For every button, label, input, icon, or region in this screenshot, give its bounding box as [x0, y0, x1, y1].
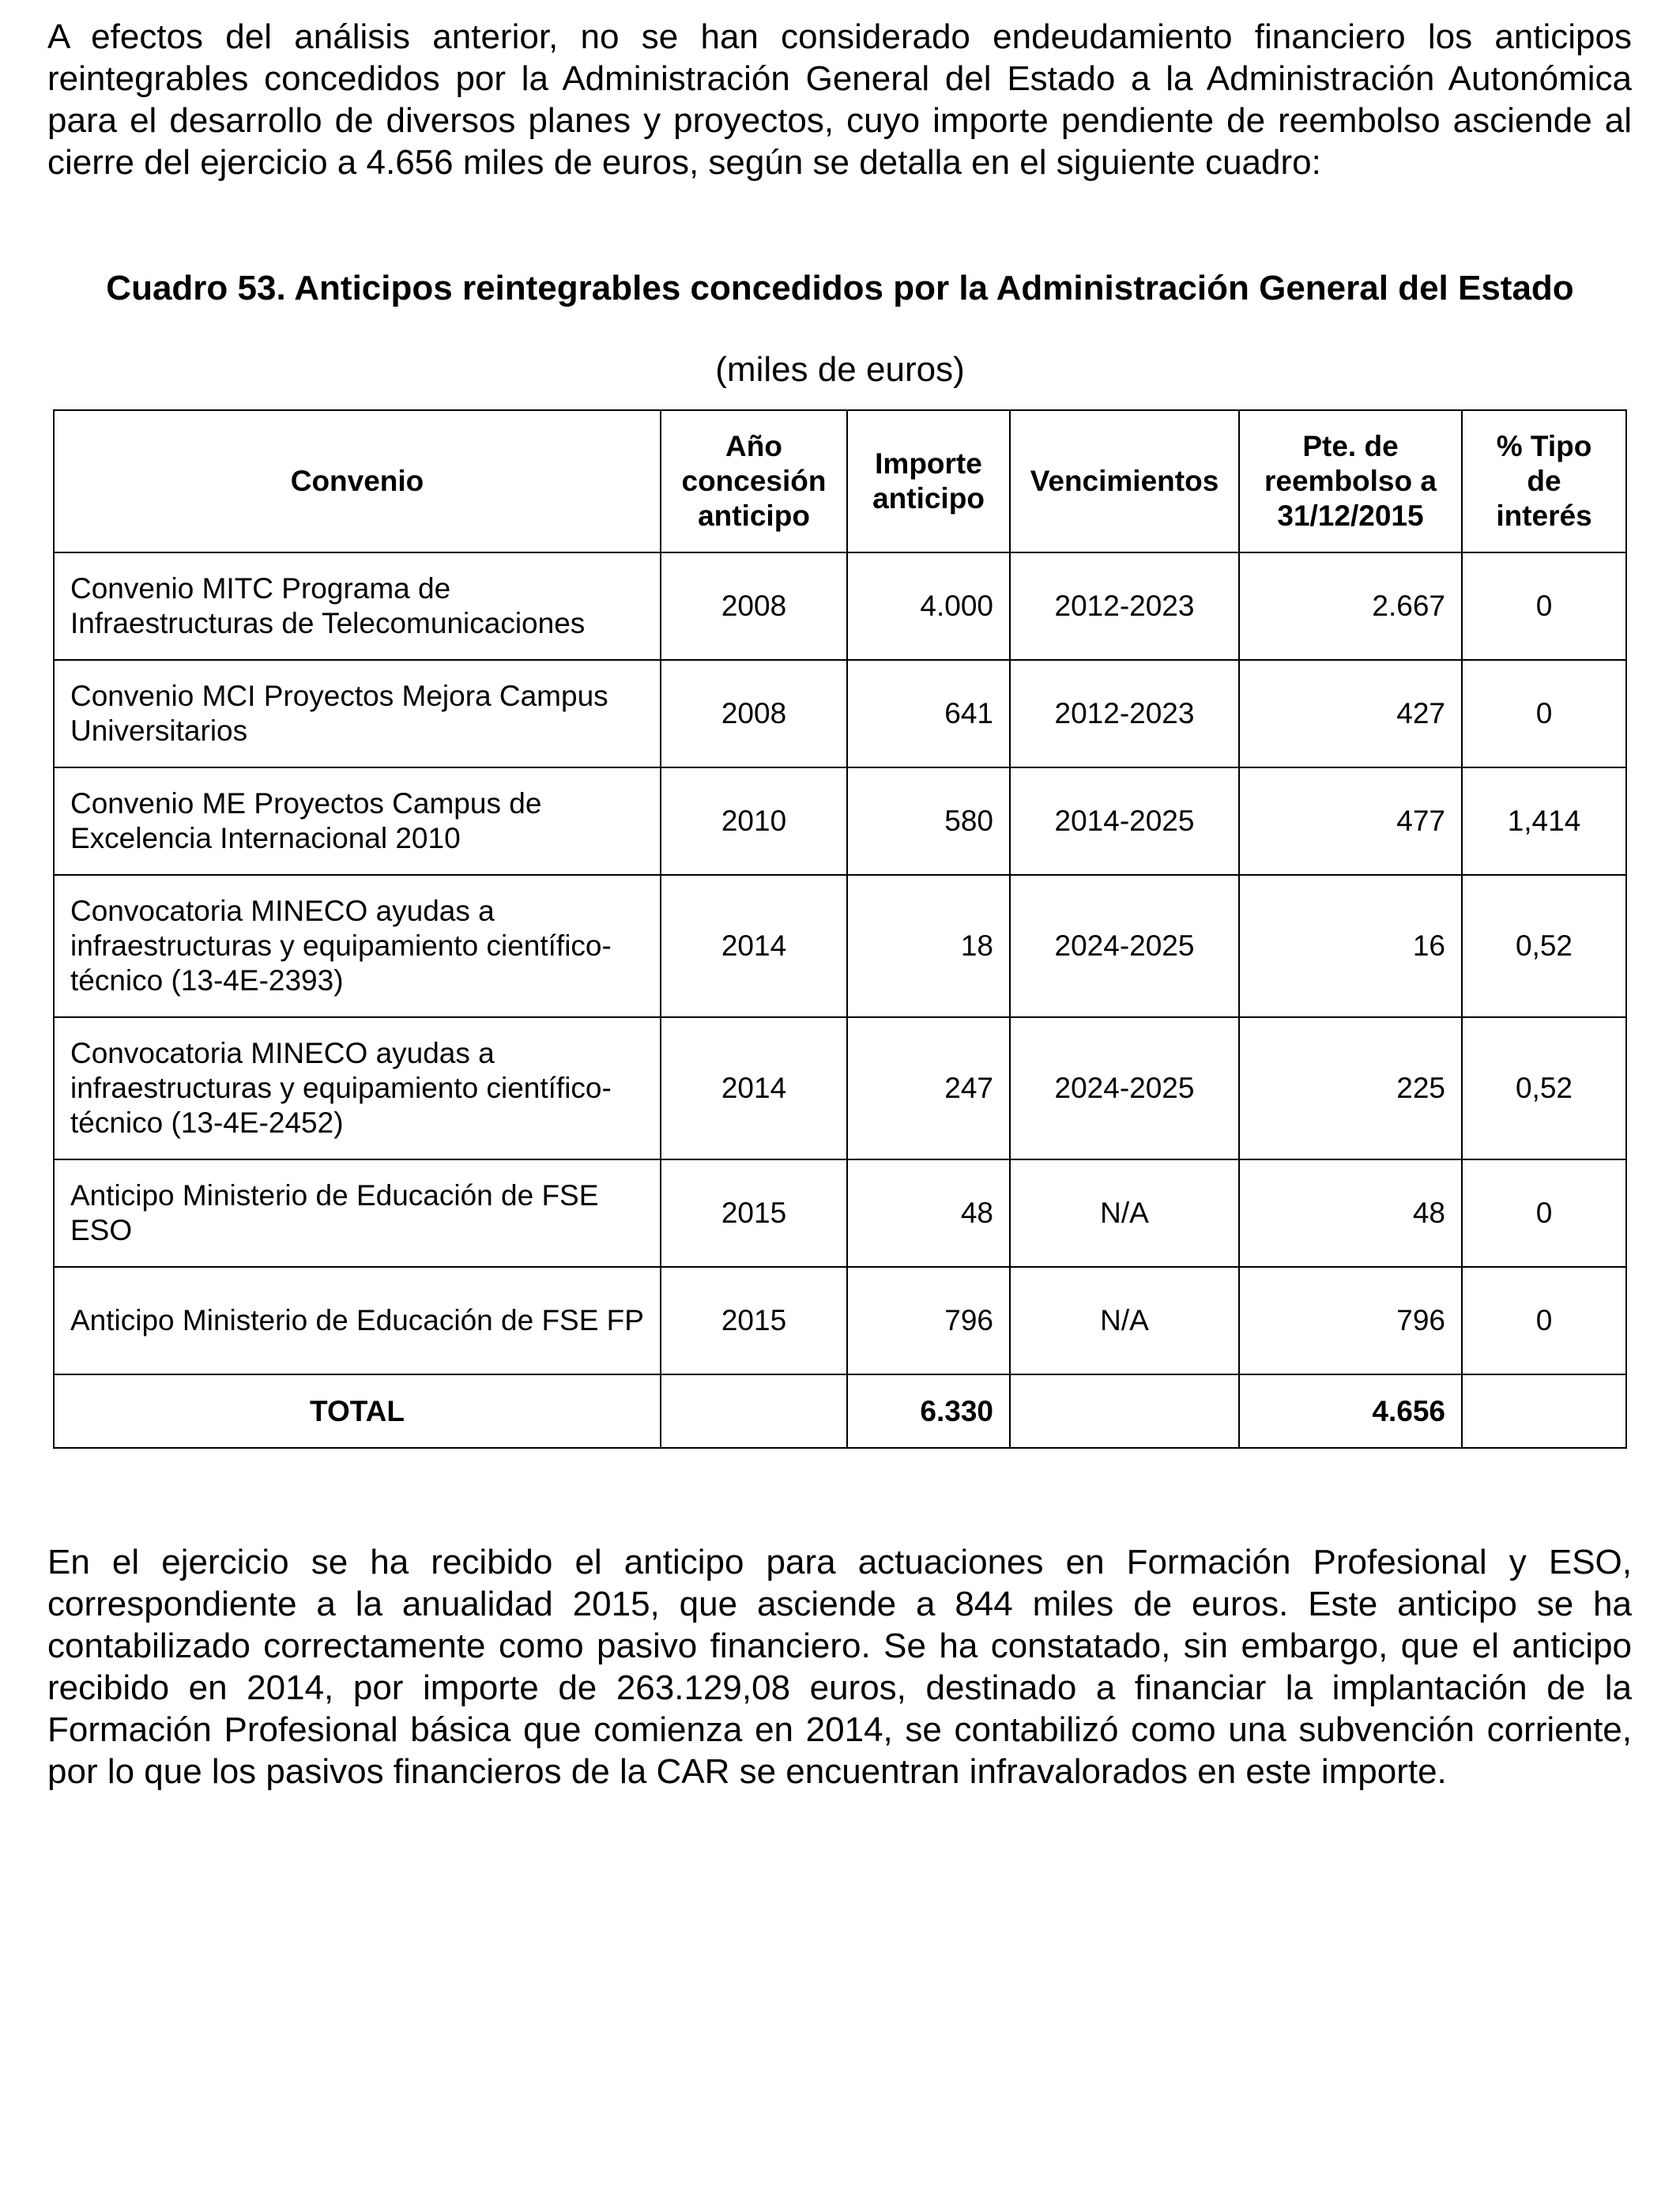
cell-convenio: Convenio ME Proyectos Campus de Excelencia Internacional 2010 — [54, 767, 661, 875]
table-row — [54, 1017, 1626, 1159]
header-pendiente: Pte. de reembolso a 31/12/2015 — [1239, 410, 1462, 552]
cell-convenio: Convocatoria MINECO ayudas a infraestructuras y equipamiento científico-técnico (13-4E-2452) — [54, 1017, 661, 1159]
cell-anio: 2008 — [661, 552, 847, 660]
cell-pendiente: 427 — [1239, 660, 1462, 767]
total-importe: 6.330 — [847, 1374, 1010, 1448]
cell-importe: 796 — [847, 1267, 1010, 1374]
cell-pendiente: 225 — [1239, 1017, 1462, 1159]
cell-vencimientos: N/A — [1010, 1159, 1239, 1267]
cell-interes: 0 — [1462, 660, 1626, 767]
cell-anio: 2014 — [661, 1017, 847, 1159]
table-row — [54, 1267, 1626, 1374]
cell-interes: 0,52 — [1462, 1017, 1626, 1159]
header-anio: Año concesión anticipo — [661, 410, 847, 552]
total-empty-cell — [661, 1374, 847, 1448]
table-units: (miles de euros) — [715, 350, 965, 389]
cell-anio: 2015 — [661, 1267, 847, 1374]
cell-anio: 2008 — [661, 660, 847, 767]
total-row — [54, 1374, 1626, 1448]
cell-vencimientos: N/A — [1010, 1267, 1239, 1374]
closing-paragraph: En el ejercicio se ha recibido el anticipo para actuaciones en Formación Profesional y ESO, correspondiente a la anualidad 2015, que asciende a 844 miles de euros. Este anticipo se ha contabilizado correctamente como pasivo financiero. Se ha constatado, sin embargo, que el anticipo recibido en 2014, por importe de 263.129,08 euros, destinado a financiar la implantación de la Formación Profesional básica que comienza en 2014, se contabilizó como una subvención corriente, por lo que los pasivos financieros de la CAR se encuentran infravalorados en este importe. — [47, 1543, 1632, 1791]
cell-anio: 2010 — [661, 767, 847, 875]
total-empty-cell — [1010, 1374, 1239, 1448]
cell-interes: 0,52 — [1462, 875, 1626, 1017]
cell-convenio: Convocatoria MINECO ayudas a infraestructuras y equipamiento científico-técnico (13-4E-2393) — [54, 875, 661, 1017]
header-importe: Importe anticipo — [847, 410, 1010, 552]
cell-interes: 0 — [1462, 1267, 1626, 1374]
table-row — [54, 767, 1626, 875]
cell-vencimientos: 2014-2025 — [1010, 767, 1239, 875]
cell-vencimientos: 2024-2025 — [1010, 875, 1239, 1017]
header-convenio: Convenio — [54, 410, 661, 552]
cell-importe: 580 — [847, 767, 1010, 875]
cell-convenio: Anticipo Ministerio de Educación de FSE ESO — [54, 1159, 661, 1267]
intro-paragraph: A efectos del análisis anterior, no se han considerado endeudamiento financiero los anticipos reintegrables concedidos por la Administración General del Estado a la Administración Autonómica para el desarrollo de diversos planes y proyectos, cuyo importe pendiente de reembolso asciende al cierre del ejercicio a 4.656 miles de euros, según se detalla en el siguiente cuadro: — [47, 17, 1632, 182]
total-empty-cell — [1462, 1374, 1626, 1448]
advances-table — [53, 409, 1627, 1449]
cell-interes: 0 — [1462, 1159, 1626, 1267]
cell-pendiente: 48 — [1239, 1159, 1462, 1267]
table-caption: Cuadro 53. Anticipos reintegrables concedidos por la Administración General del Estado — [106, 269, 1574, 307]
cell-pendiente: 796 — [1239, 1267, 1462, 1374]
cell-convenio: Anticipo Ministerio de Educación de FSE FP — [54, 1267, 661, 1374]
header-interes: % Tipo de interés — [1462, 410, 1626, 552]
table-row — [54, 552, 1626, 660]
cell-anio: 2015 — [661, 1159, 847, 1267]
cell-interes: 0 — [1462, 552, 1626, 660]
cell-pendiente: 16 — [1239, 875, 1462, 1017]
table-row — [54, 1159, 1626, 1267]
cell-interes: 1,414 — [1462, 767, 1626, 875]
cell-importe: 641 — [847, 660, 1010, 767]
cell-vencimientos: 2012-2023 — [1010, 552, 1239, 660]
cell-pendiente: 2.667 — [1239, 552, 1462, 660]
cell-vencimientos: 2024-2025 — [1010, 1017, 1239, 1159]
total-label: TOTAL — [54, 1374, 661, 1448]
cell-importe: 4.000 — [847, 552, 1010, 660]
cell-vencimientos: 2012-2023 — [1010, 660, 1239, 767]
cell-anio: 2014 — [661, 875, 847, 1017]
table-header-row — [54, 410, 1626, 552]
cell-convenio: Convenio MITC Programa de Infraestructuras de Telecomunicaciones — [54, 552, 661, 660]
total-pendiente: 4.656 — [1239, 1374, 1462, 1448]
table-row — [54, 875, 1626, 1017]
cell-importe: 18 — [847, 875, 1010, 1017]
cell-importe: 48 — [847, 1159, 1010, 1267]
cell-importe: 247 — [847, 1017, 1010, 1159]
table-row — [54, 660, 1626, 767]
header-vencimientos: Vencimientos — [1010, 410, 1239, 552]
cell-convenio: Convenio MCI Proyectos Mejora Campus Universitarios — [54, 660, 661, 767]
cell-pendiente: 477 — [1239, 767, 1462, 875]
